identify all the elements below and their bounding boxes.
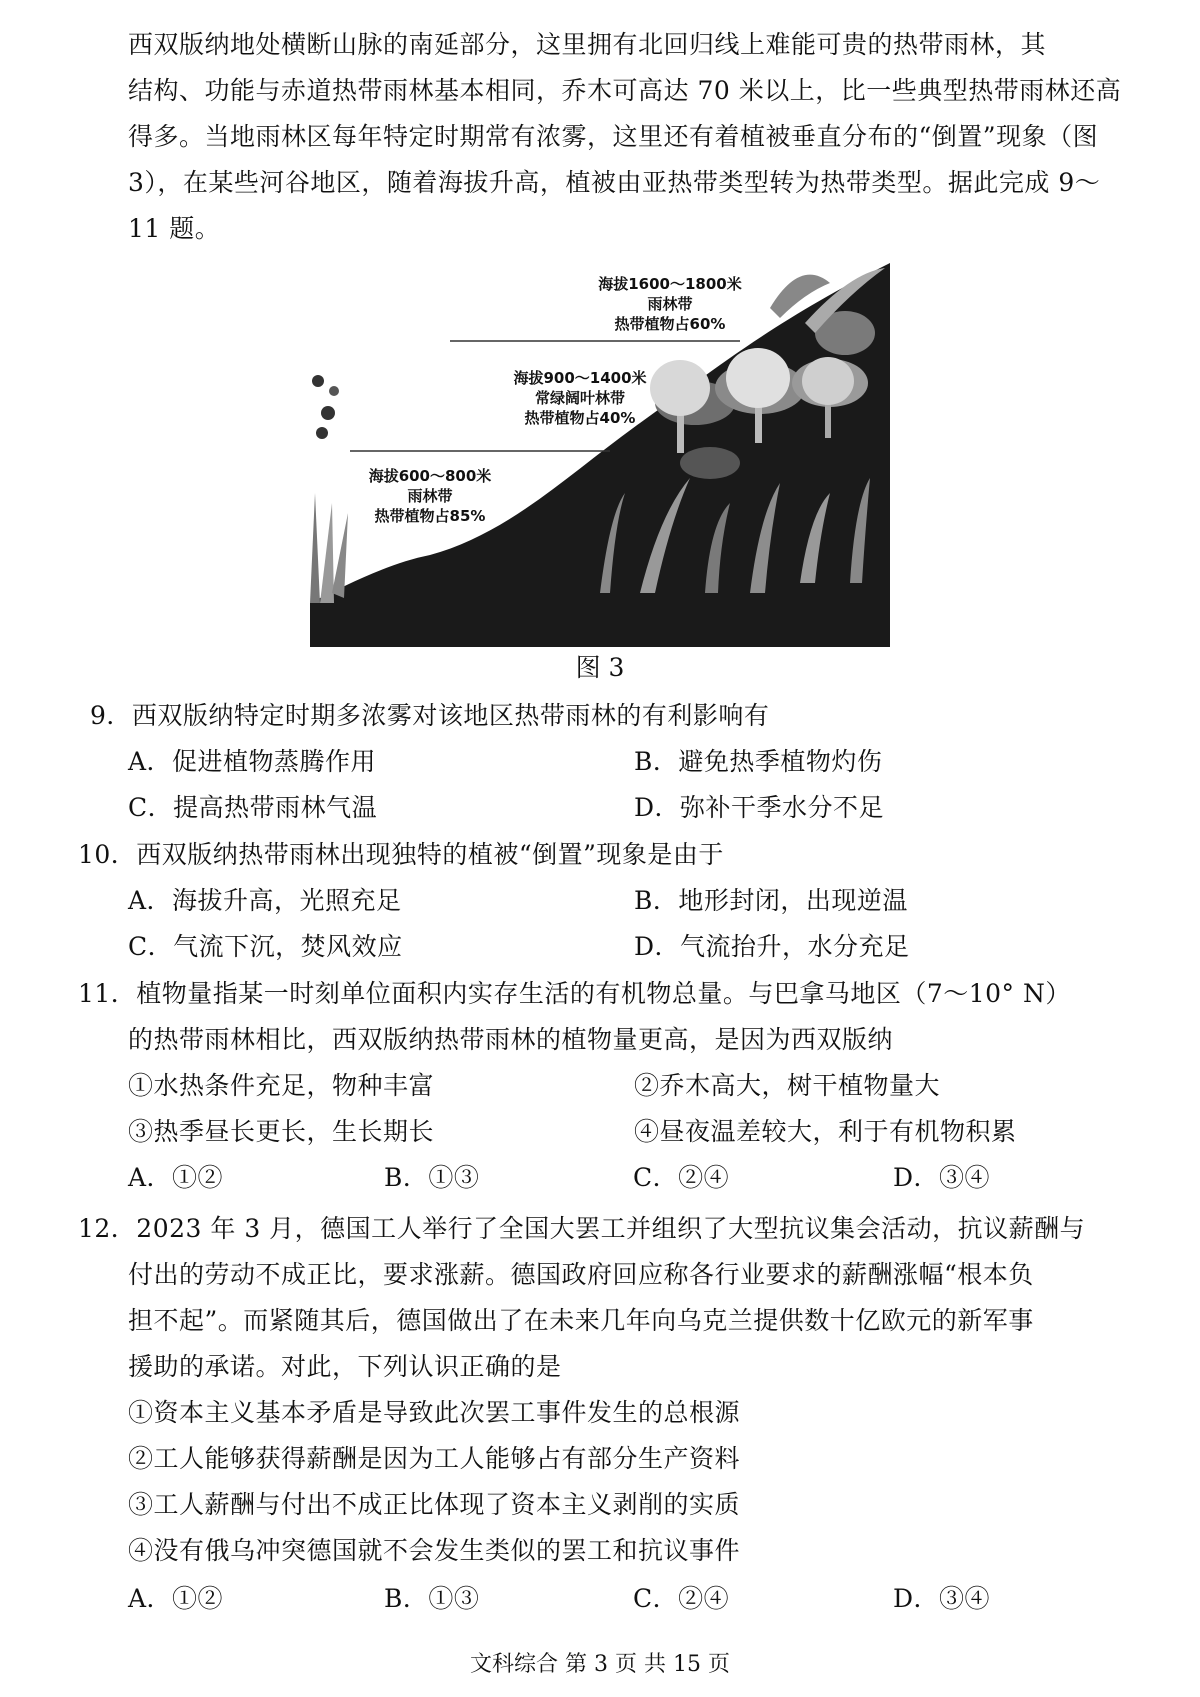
option-c: C．提高热带雨林气温 (128, 793, 378, 822)
plant-dot (321, 406, 335, 420)
question-stem-cont: 担不起”。而紧随其后，德国做出了在未来几年向乌克兰提供数十亿欧元的新军事 (128, 1306, 1034, 1335)
low-zone-type-label: 雨林带 (407, 487, 453, 505)
option-a: A．①② (128, 1584, 224, 1613)
low-zone-altitude-label: 海拔600～800米 (368, 467, 492, 485)
option-b: B．①③ (384, 1163, 480, 1192)
statement-4: ④昼夜温差较大，利于有机物积累 (634, 1117, 1017, 1146)
option-d: D．气流抬升，水分充足 (634, 932, 910, 961)
question-stem-cont: 付出的劳动不成正比，要求涨薪。德国政府回应称各行业要求的薪酬涨幅“根本负 (128, 1260, 1034, 1289)
question-stem-cont: 的热带雨林相比，西双版纳热带雨林的植物量更高，是因为西双版纳 (128, 1025, 894, 1054)
figure-3-vegetation-diagram (310, 263, 890, 647)
question-stem: 10．西双版纳热带雨林出现独特的植被“倒置”现象是由于 (78, 840, 724, 869)
top-zone-type-label: 雨林带 (647, 295, 693, 313)
question-stem: 11．植物量指某一时刻单位面积内实存生活的有机物总量。与巴拿马地区（7～10° N） (78, 979, 1071, 1008)
plant-dot (316, 427, 328, 439)
grass-blade (320, 503, 334, 603)
grass-blade (310, 493, 320, 603)
plant-dot (329, 386, 339, 396)
statement-2: ②工人能够获得薪酬是因为工人能够占有部分生产资料 (128, 1444, 741, 1473)
low-zone-percent-label: 热带植物占85% (374, 507, 486, 525)
question-stem: 12．2023 年 3 月，德国工人举行了全国大罢工并组织了大型抗议集会活动，抗议薪酬与 (78, 1214, 1086, 1243)
mid-zone-altitude-label: 海拔900～1400米 (513, 369, 647, 387)
statement-2: ②乔木高大，树干植物量大 (634, 1071, 941, 1100)
intro-line: 11 题。 (128, 214, 221, 243)
mid-zone-type-label: 常绿阔叶林带 (534, 389, 626, 407)
tree-crown (650, 360, 710, 416)
question-stem: 9．西双版纳特定时期多浓雾对该地区热带雨林的有利影响有 (90, 701, 770, 730)
plant-dot (312, 375, 324, 387)
option-c: C．②④ (633, 1163, 730, 1192)
option-b: B．避免热季植物灼伤 (634, 747, 883, 776)
question-stem-cont: 援助的承诺。对此，下列认识正确的是 (128, 1352, 562, 1381)
intro-line: 西双版纳地处横断山脉的南延部分，这里拥有北回归线上难能可贵的热带雨林，其 (128, 30, 1047, 59)
intro-line: 得多。当地雨林区每年特定时期常有浓雾，这里还有着植被垂直分布的“倒置”现象（图 (128, 122, 1099, 151)
option-a: A．海拔升高，光照充足 (128, 886, 402, 915)
option-b: B．①③ (384, 1584, 480, 1613)
vegetation-inversion-illustration (310, 263, 890, 647)
option-a: A．促进植物蒸腾作用 (128, 747, 377, 776)
intro-line: 3），在某些河谷地区，随着海拔升高，植被由亚热带类型转为热带类型。据此完成 9～ (128, 168, 1101, 197)
option-d: D．弥补干季水分不足 (634, 793, 885, 822)
option-b: B．地形封闭，出现逆温 (634, 886, 908, 915)
option-d: D．③④ (893, 1163, 991, 1192)
intro-line: 结构、功能与赤道热带雨林基本相同，乔木可高达 70 米以上，比一些典型热带雨林还高 (128, 76, 1122, 105)
statement-1: ①资本主义基本矛盾是导致此次罢工事件发生的总根源 (128, 1398, 741, 1427)
statement-3: ③热季昼长更长，生长期长 (128, 1117, 435, 1146)
option-c: C．②④ (633, 1584, 730, 1613)
figure-caption: 图 3 (575, 653, 625, 682)
option-c: C．气流下沉，焚风效应 (128, 932, 403, 961)
statement-4: ④没有俄乌冲突德国就不会发生类似的罢工和抗议事件 (128, 1536, 741, 1565)
page-footer: 文科综合 第 3 页 共 15 页 (470, 1652, 730, 1677)
mid-zone-percent-label: 热带植物占40% (524, 409, 636, 427)
canopy-blob (680, 447, 740, 479)
option-a: A．①② (128, 1163, 224, 1192)
option-d: D．③④ (893, 1584, 991, 1613)
tree-crown (802, 357, 854, 405)
top-zone-percent-label: 热带植物占60% (614, 315, 726, 333)
statement-1: ①水热条件充足，物种丰富 (128, 1071, 435, 1100)
tree-crown (726, 348, 790, 408)
top-zone-altitude-label: 海拔1600～1800米 (598, 275, 742, 293)
slope-silhouette (310, 263, 890, 647)
statement-3: ③工人薪酬与付出不成正比体现了资本主义剥削的实质 (128, 1490, 741, 1519)
grass-blade (332, 513, 348, 598)
